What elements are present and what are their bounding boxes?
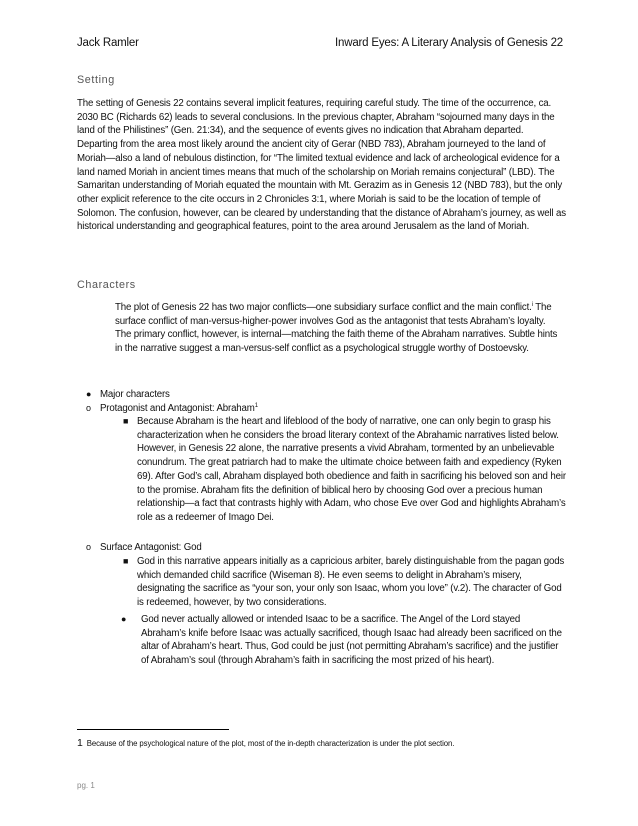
bullet-circle-icon: o xyxy=(86,542,91,552)
protagonist-label-text: Protagonist and Antagonist: Abraham xyxy=(100,403,255,414)
characters-intro-text-end: The surface conflict of man-versus-higher-power involves God as the antagonist that tests Abraham’s loyalty. The primary conflict, however, is internal—matching the faith theme of the Abraham narratives. Subtle hints in the narrative suggest a man-versus-self conflict as a psychological struggle worthy of Dostoevsky. xyxy=(115,302,558,355)
characters-intro-text-start: The plot of Genesis 22 has two major conflicts—one subsidiary surface conflict and the main conflict. xyxy=(115,302,532,313)
god-consideration-paragraph: God never actually allowed or intended Isaac to be a sacrifice. The Angel of the Lord stayed Abraham’s knife before Isaac was actually sacrificed, though Isaac had already been sacrificed on the altar of Abraham’s heart. Thus, God could be just (not permitting Abraham’s sacrifice) and the justifier of Abraham’s soul (through Abraham’s faith in sacrificing the most prized of his heart). xyxy=(141,614,562,667)
list-item-god-consideration xyxy=(121,613,566,668)
header-title: Inward Eyes: A Literary Analysis of Genesis 22 xyxy=(335,37,563,49)
setting-heading: Setting xyxy=(77,74,115,86)
bullet-disc-icon: ● xyxy=(86,389,92,399)
page-number: pg. 1 xyxy=(77,781,95,790)
footnote xyxy=(77,737,578,750)
setting-paragraph: The setting of Genesis 22 contains several implicit features, requiring careful study. The time of the occurrence, ca. 2030 BC (Richards 62) leads to several conclusions. In the previous chapter, Abraham “sojourned many days in the land of the Philistines” (Gen. 21:34), and the sequence of events gives no indication that Abraham departed. Departing from the area most likely around the ancient city of Gerar (NBD 783), Abraham journeyed to the land of Moriah—also a land of nebulous distinction, for “The limited textual evidence and lack of archeological evidence for a land named Moriah in ancient times means that much of the scholarship on Moriah remains conjectural” (LBD). The Samaritan understanding of Moriah equated the mountain with Mt. Gerazim as in Genesis 12 (NBD 783), but the only other explicit reference to the cite occurs in 2 Chronicles 3:1, where Moriah is said to be the location of temple of Solomon. The confusion, however, can be cleared by understanding that the distance of Abraham’s journey, as well as historical understanding and geographical features, point to the area around Jerusalem as the land of Moriah. xyxy=(77,98,566,233)
list-item-protagonist xyxy=(86,402,566,416)
list-item-major-characters xyxy=(86,388,566,402)
footnote-separator xyxy=(77,729,229,730)
major-characters-label: Major characters xyxy=(100,389,170,400)
god-paragraph: God in this narrative appears initially as a capricious arbiter, barely distinguishable from the pagan gods which demanded child sacrifice (Wiseman 8). He even seems to delight in Abraham’s misery, designating the sacrifice as “your son, your only son Isaac, whom you love” (v.2). The character of God is redeemed, however, by two considerations. xyxy=(137,556,565,609)
footnote-text: Because of the psychological nature of the plot, most of the in-depth characterization is under the plot section. xyxy=(86,739,455,748)
footnote-number: 1 xyxy=(77,737,83,749)
bullet-circle-icon: o xyxy=(86,403,91,413)
footnote-reference: 1 xyxy=(254,402,258,409)
characters-heading: Characters xyxy=(77,279,136,291)
bullet-square-icon: ■ xyxy=(123,556,129,566)
running-header xyxy=(77,37,563,49)
list-item-surface-antagonist xyxy=(86,541,566,555)
list-item-god-description xyxy=(123,555,566,610)
characters-intro-paragraph xyxy=(115,301,564,356)
protagonist-label xyxy=(100,402,566,416)
abraham-paragraph: Because Abraham is the heart and lifeblood of the body of narrative, one can only begin to grasp his characterization when he considers the broad literary context of the Abrahamic narratives listed below. However, in Genesis 22 alone, the narrative presents a vivid Abraham, tormented by an unbelievable conundrum. The great patriarch had to make the ultimate choice between faith and expediency (Ryken 69). After God’s call, Abraham displayed both obedience and faith in sacrificing his beloved son and heir to the promise. Abraham fits the definition of biblical hero by choosing God over a precious human relationship—a fact that contrasts highly with Adam, who chose Eve over God and highlights Abraham’s role as a redeemer of Imago Dei. xyxy=(137,416,566,523)
bullet-disc-icon: ● xyxy=(121,614,127,624)
bullet-square-icon: ■ xyxy=(123,416,129,426)
surface-antagonist-label: Surface Antagonist: God xyxy=(100,542,202,553)
list-item-abraham-description xyxy=(123,415,566,525)
endnote-reference: i xyxy=(531,301,533,308)
header-author: Jack Ramler xyxy=(77,37,139,49)
